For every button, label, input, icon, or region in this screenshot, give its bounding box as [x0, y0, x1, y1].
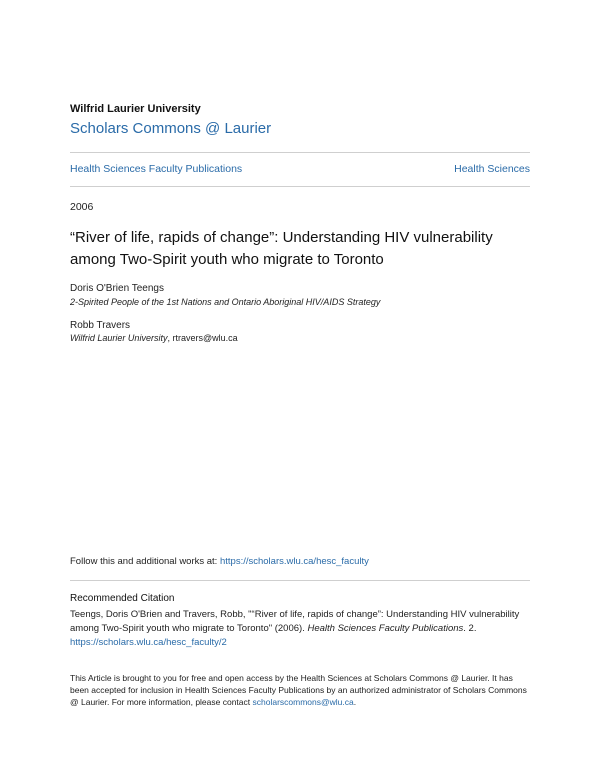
citation-block — [70, 608, 530, 650]
citation-url-link[interactable]: https://scholars.wlu.ca/hesc_faculty/2 — [70, 637, 227, 648]
follow-text: Follow this and additional works at: — [70, 556, 220, 567]
collection-link[interactable]: Health Sciences Faculty Publications — [70, 163, 243, 175]
access-text: This Article is brought to you for free and open access by the Health Sciences at Scholars Commons @ Laurier. It has been accepted for inclusion in Health Sciences Faculty Publications by an authorized administrator of Scholars Commons @ Laurier. For more information, please contact — [70, 673, 527, 707]
author-email[interactable]: rtravers@wlu.ca — [172, 333, 238, 343]
repository-link[interactable]: Scholars Commons @ Laurier — [70, 120, 272, 137]
access-end: . — [353, 697, 357, 707]
article-title: “River of life, rapids of change”: Understanding HIV vulnerability among Two-Spirit youth who migrate to Toronto — [70, 229, 493, 268]
institution-name: Wilfrid Laurier University — [70, 103, 201, 115]
citation-journal: Health Sciences Faculty Publications — [307, 623, 464, 634]
affiliation-text: Wilfrid Laurier University — [70, 333, 168, 343]
citation-heading: Recommended Citation — [70, 593, 175, 604]
divider-nav — [70, 186, 530, 187]
author-affiliation: 2-Spirited People of the 1st Nations and Ontario Aboriginal HIV/AIDS Strategy — [70, 297, 381, 307]
divider-top — [70, 152, 530, 153]
cover-page — [70, 0, 530, 776]
access-statement — [70, 672, 530, 708]
follow-line — [70, 556, 369, 567]
author-name: Doris O'Brien Teengs — [70, 283, 164, 294]
author-name: Robb Travers — [70, 320, 131, 331]
publication-year: 2006 — [70, 201, 94, 213]
follow-url-link[interactable]: https://scholars.wlu.ca/hesc_faculty — [219, 556, 369, 567]
citation-number: . 2. — [463, 623, 477, 634]
author-affiliation: Wilfrid Laurier University, rtravers@wlu.ca — [70, 333, 238, 343]
contact-email-link[interactable]: scholarscommons@wlu.ca — [252, 697, 354, 707]
department-link[interactable]: Health Sciences — [454, 163, 530, 175]
citation-text: Teengs, Doris O'Brien and Travers, Robb, "“River of life, rapids of change”: Understanding HIV vulnerability among Two-Spirit youth who migrate to Toronto" (2006). — [70, 609, 520, 634]
divider-citation — [70, 580, 530, 581]
